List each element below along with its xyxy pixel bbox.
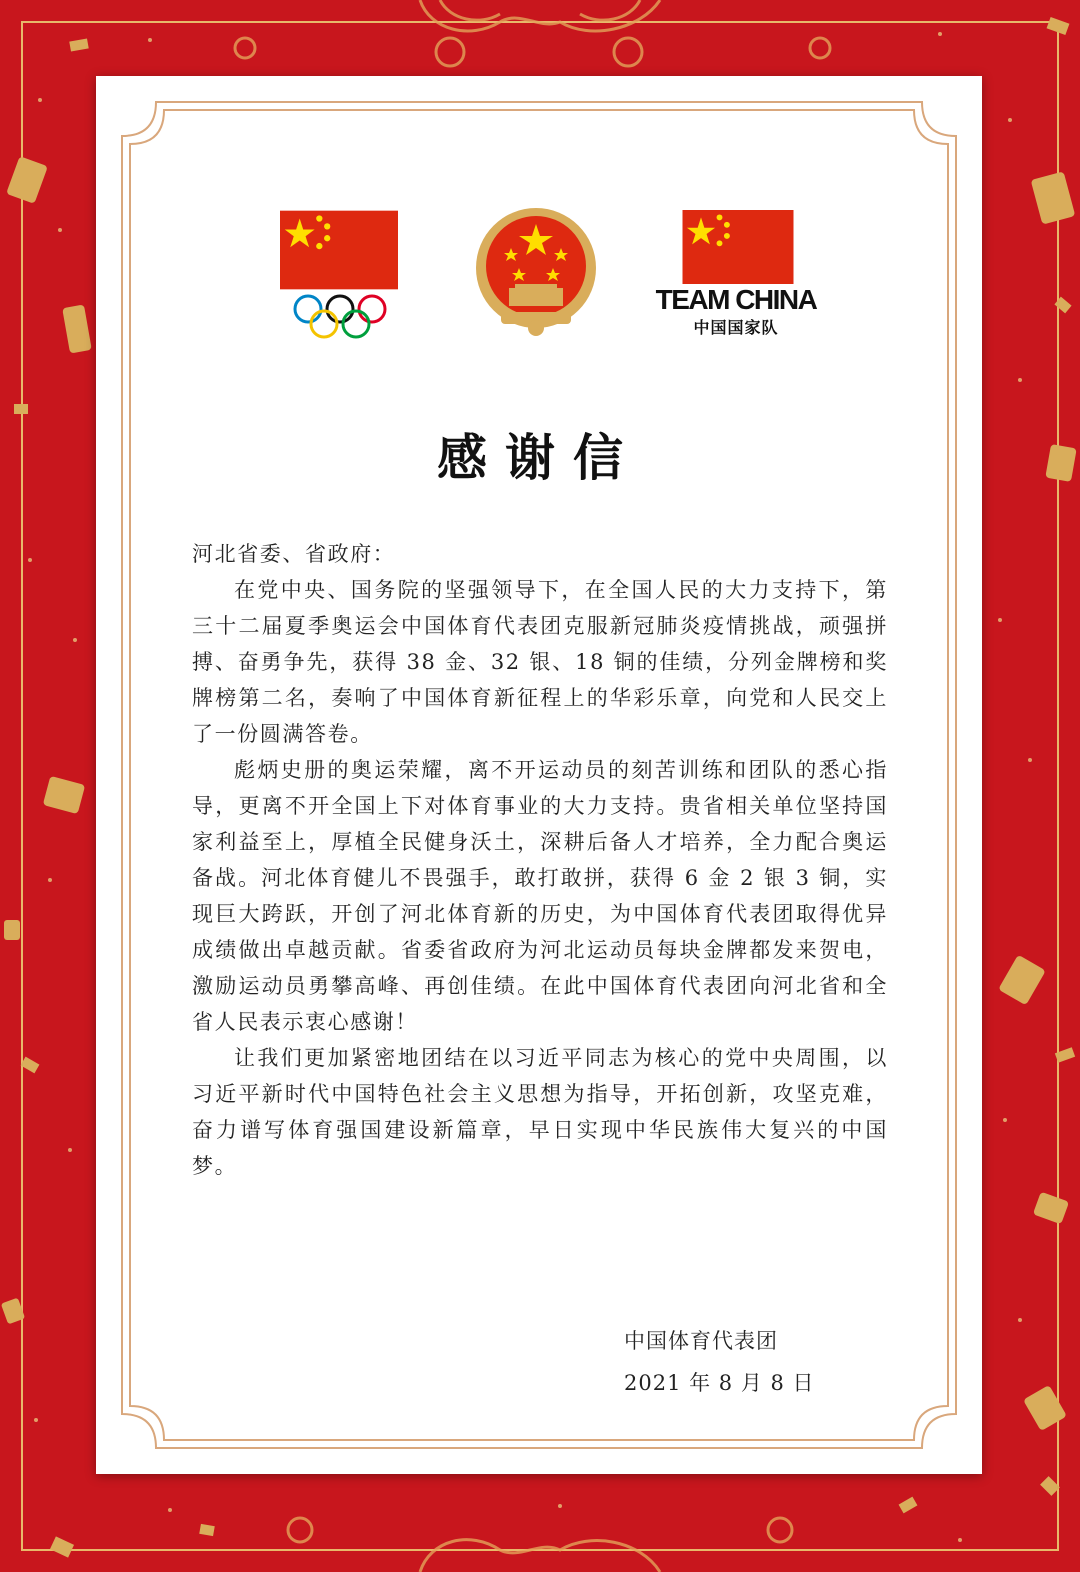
salutation: 河北省委、省政府： bbox=[192, 542, 396, 566]
emblem-row bbox=[96, 76, 982, 436]
national-emblem-icon bbox=[471, 204, 601, 340]
olympic-rings-icon bbox=[292, 292, 388, 342]
chinese-flag-icon bbox=[280, 210, 398, 290]
paragraph-1: 在党中央、国务院的坚强领导下，在全国人民的大力支持下，第三十二届夏季奥运会中国体育代表团克服新冠肺炎疫情挑战，顽强拼搏、奋勇争先，获得 38 金、32 银、18 铜的佳绩，分列金牌榜和奖牌榜第二名，奏响了中国体育新征程上的华彩乐章，向党和人民交上了一份圆满答卷。 bbox=[192, 578, 888, 746]
team-china-logo-subtext: 中国国家队 bbox=[693, 318, 779, 337]
team-china-logo-text: TEAM CHINA bbox=[655, 284, 817, 315]
signature-block bbox=[624, 1320, 884, 1404]
letter-title: 感谢信 bbox=[437, 429, 641, 487]
paragraph-3: 让我们更加紧密地团结在以习近平同志为核心的党中央周围，以习近平新时代中国特色社会主义思想为指导，开拓创新，攻坚克难，奋力谱写体育强国建设新篇章，早日实现中华民族伟大复兴的中国梦。 bbox=[192, 1046, 888, 1178]
letter-paper bbox=[96, 76, 982, 1474]
letter-body bbox=[192, 536, 888, 1184]
signature-organization: 中国体育代表团 bbox=[624, 1329, 778, 1353]
signature-date: 2021 年 8 月 8 日 bbox=[624, 1371, 815, 1395]
paragraph-2: 彪炳史册的奥运荣耀，离不开运动员的刻苦训练和团队的悉心指导，更离不开全国上下对体育事业的大力支持。贵省相关单位坚持国家利益至上，厚植全民健身沃土，深耕后备人才培养，全力配合奥运备战。河北体育健儿不畏强手，敢打敢拼，获得 6 金 2 银 3 铜，实现巨大跨跃，开创了河北体育新的历史，为中国体育代表团取得优异成绩做出卓越贡献。省委省政府为河北运动员每块金牌都发来贺电，激励运动员勇攀高峰、再创佳绩。在此中国体育代表团向河北省和全省人民表示衷心感谢！ bbox=[192, 758, 888, 1034]
team-china-flag-icon bbox=[682, 210, 794, 284]
